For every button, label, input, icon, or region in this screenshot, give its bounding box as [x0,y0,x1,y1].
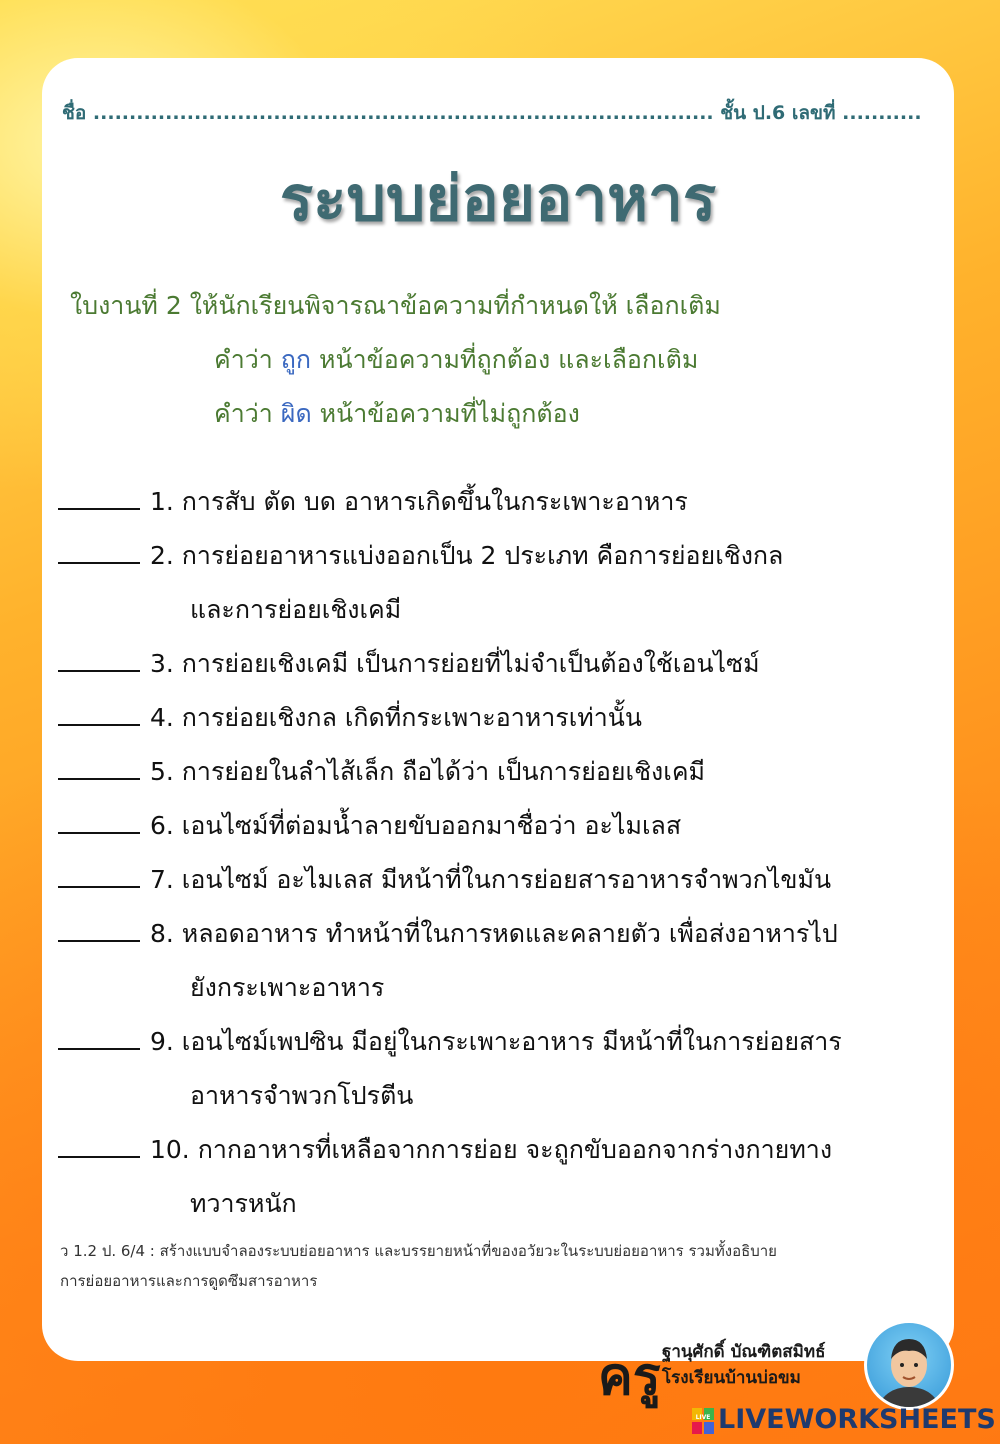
question-text: 1. การสับ ตัด บด อาหารเกิดขึ้นในกระเพาะอาหาร [150,487,688,516]
keyword-wrong: ผิด [280,399,312,428]
question-text-continued: ทวารหนัก [190,1189,297,1218]
answer-blank[interactable] [58,760,140,780]
question-text: 8. หลอดอาหาร ทำหน้าที่ในการหดและคลายตัว เพื่อส่งอาหารไป [150,919,838,948]
question-text-continued: อาหารจำพวกโปรตีน [190,1081,414,1110]
school-name: โรงเรียนบ้านบ่อขม [662,1368,801,1388]
liveworksheets-brand [692,1404,996,1435]
footnote-line-2: การย่อยอาหารและการดูดซึมสารอาหาร [60,1272,318,1290]
question-text-continued: และการย่อยเชิงเคมี [190,595,402,624]
name-class-number-line: ชื่อ ...................................................................................... ชั้น ป.6 เลขที่ ........... [62,102,922,124]
question-item [58,1022,842,1062]
teacher-avatar [864,1320,954,1410]
question-text: 4. การย่อยเชิงกล เกิดที่กระเพาะอาหารเท่านั้น [150,703,642,732]
question-text-continued: ยังกระเพาะอาหาร [190,973,385,1002]
curriculum-footnote [60,1236,940,1296]
answer-blank[interactable] [58,814,140,834]
question-item [58,752,705,792]
question-item [58,698,642,738]
teacher-title: ครู [598,1347,661,1407]
answer-blank[interactable] [58,868,140,888]
answer-blank[interactable] [58,544,140,564]
answer-blank[interactable] [58,1138,140,1158]
svg-text:LIVE: LIVE [695,1413,711,1421]
question-item [58,536,783,576]
instruction-line-2: คำว่า ถูก หน้าข้อความที่ถูกต้อง และเลือกเติม [214,345,699,374]
keyword-correct: ถูก [280,345,312,374]
answer-blank[interactable] [58,1030,140,1050]
answer-blank[interactable] [58,490,140,510]
question-item [58,860,831,900]
brand-name: LIVEWORKSHEETS [718,1404,996,1435]
question-text: 6. เอนไซม์ที่ต่อมน้ำลายขับออกมาชื่อว่า อะไมเลส [150,811,682,840]
question-item [58,644,760,684]
answer-blank[interactable] [58,652,140,672]
question-text: 3. การย่อยเชิงเคมี เป็นการย่อยที่ไม่จำเป็นต้องใช้เอนไซม์ [150,649,760,678]
instruction-line-3: คำว่า ผิด หน้าข้อความที่ไม่ถูกต้อง [214,399,580,428]
question-text: 2. การย่อยอาหารแบ่งออกเป็น 2 ประเภท คือการย่อยเชิงกล [150,541,784,570]
instruction-line-1: ใบงานที่ 2 ให้นักเรียนพิจารณาข้อความที่กำหนดให้ เลือกเติม [70,291,721,320]
answer-blank[interactable] [58,706,140,726]
footnote-line-1: ว 1.2 ป. 6/4 : สร้างแบบจำลองระบบย่อยอาหาร และบรรยายหน้าที่ของอวัยวะในระบบย่อยอาหาร รวมทั้งอธิบาย [60,1242,777,1260]
question-text: 9. เอนไซม์เพปซิน มีอยู่ในกระเพาะอาหาร มีหน้าที่ในการย่อยสาร [150,1027,842,1056]
answer-blank[interactable] [58,922,140,942]
teacher-name: ฐานุศักดิ์ บัณฑิตสมิทธ์ [662,1342,826,1362]
worksheet-card [42,58,954,1361]
question-text: 7. เอนไซม์ อะไมเลส มีหน้าที่ในการย่อยสารอาหารจำพวกไขมัน [150,865,832,894]
question-item [58,914,838,954]
liveworksheets-logo-icon [692,1408,714,1434]
teacher-credit [598,1334,888,1414]
question-item [58,482,688,522]
question-item [58,1130,832,1170]
worksheet-title: ระบบย่อยอาหาร [279,162,717,235]
question-item [58,806,681,846]
question-text: 10. กากอาหารที่เหลือจากการย่อย จะถูกขับออกจากร่างกายทาง [150,1135,833,1164]
question-text: 5. การย่อยในลำไส้เล็ก ถือได้ว่า เป็นการย่อยเชิงเคมี [150,757,706,786]
